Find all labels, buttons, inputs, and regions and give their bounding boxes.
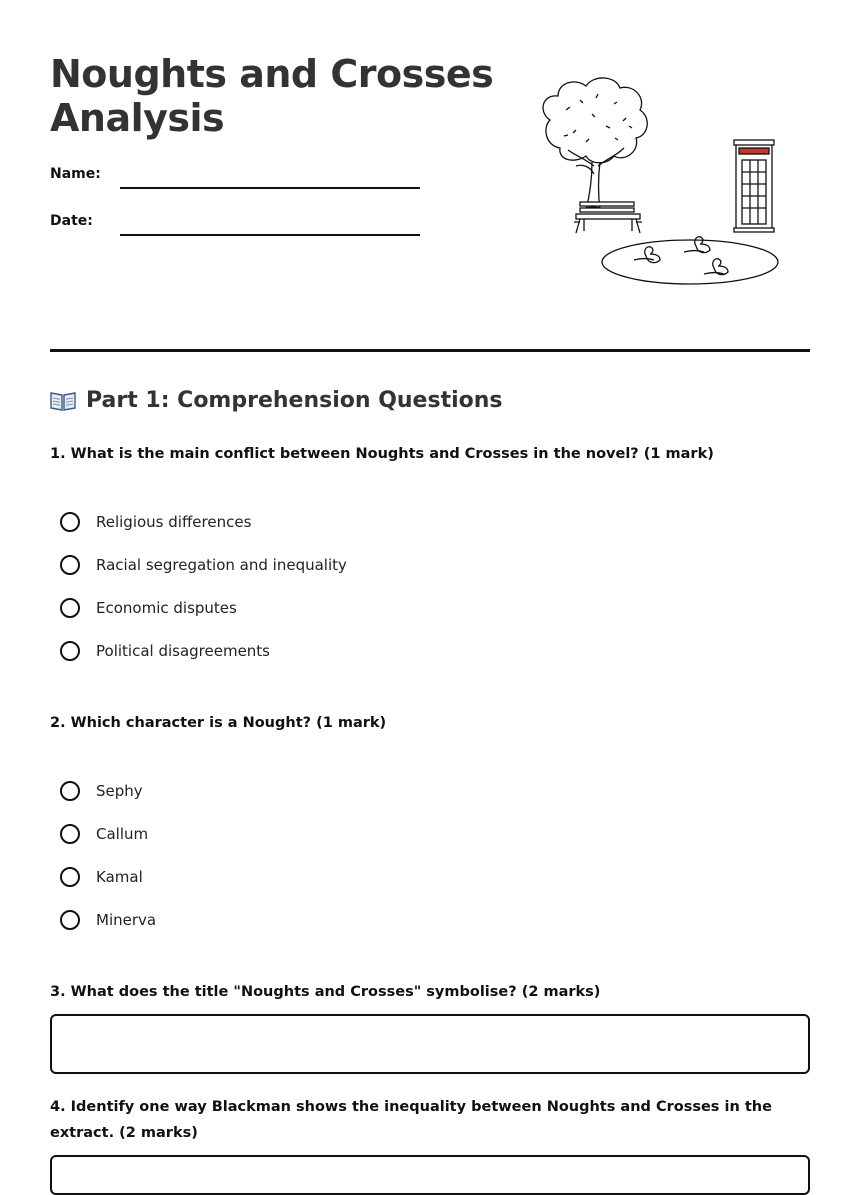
- question-1-option-3[interactable]: [60, 595, 237, 621]
- date-line-input[interactable]: [120, 234, 420, 236]
- question-2-option-1[interactable]: [60, 778, 143, 804]
- date-field-row: [50, 213, 420, 237]
- header-divider: [50, 349, 810, 352]
- date-label: Date:: [50, 213, 93, 229]
- tree-illustration: [543, 78, 647, 210]
- radio-button[interactable]: [60, 598, 80, 618]
- bench-illustration: [574, 202, 642, 233]
- question-3-answer-box[interactable]: [50, 1014, 810, 1074]
- option-label: Minerva: [96, 911, 157, 929]
- question-2-text: 2. Which character is a Nought? (1 mark): [50, 715, 387, 731]
- name-line-input[interactable]: [120, 187, 420, 189]
- pond-illustration: [602, 237, 778, 284]
- name-label: Name:: [50, 166, 101, 182]
- phone-box-illustration: [734, 140, 774, 232]
- question-1-option-4[interactable]: [60, 638, 270, 664]
- open-book-icon: [50, 390, 76, 412]
- park-illustration: [536, 70, 786, 292]
- name-field-row: [50, 166, 420, 190]
- question-1-text: 1. What is the main conflict between Noughts and Crosses in the novel? (1 mark): [50, 446, 714, 462]
- section-heading-part-1: [50, 388, 503, 413]
- question-4-text: 4. Identify one way Blackman shows the inequality between Noughts and Crosses in the extract. (2 marks): [50, 1099, 772, 1141]
- radio-button[interactable]: [60, 824, 80, 844]
- question-3-text: 3. What does the title "Noughts and Crosses" symbolise? (2 marks): [50, 984, 601, 1000]
- option-label: Religious differences: [96, 513, 252, 531]
- question-1-option-1[interactable]: [60, 509, 251, 535]
- question-1-option-2[interactable]: [60, 552, 347, 578]
- option-label: Racial segregation and inequality: [96, 556, 347, 574]
- option-label: Political disagreements: [96, 642, 271, 660]
- radio-button[interactable]: [60, 512, 80, 532]
- radio-button[interactable]: [60, 641, 80, 661]
- option-label: Callum: [96, 825, 149, 843]
- option-label: Economic disputes: [96, 599, 237, 617]
- worksheet-title: Noughts and Crosses Analysis: [50, 52, 494, 140]
- radio-button[interactable]: [60, 910, 80, 930]
- option-label: Kamal: [96, 868, 143, 886]
- radio-button[interactable]: [60, 781, 80, 801]
- question-2-option-2[interactable]: [60, 821, 148, 847]
- question-2-option-3[interactable]: [60, 864, 143, 890]
- question-4-answer-box[interactable]: [50, 1155, 810, 1195]
- radio-button[interactable]: [60, 867, 80, 887]
- section-heading-text: Part 1: Comprehension Questions: [86, 388, 503, 413]
- option-label: Sephy: [96, 782, 143, 800]
- radio-button[interactable]: [60, 555, 80, 575]
- question-2-option-4[interactable]: [60, 907, 156, 933]
